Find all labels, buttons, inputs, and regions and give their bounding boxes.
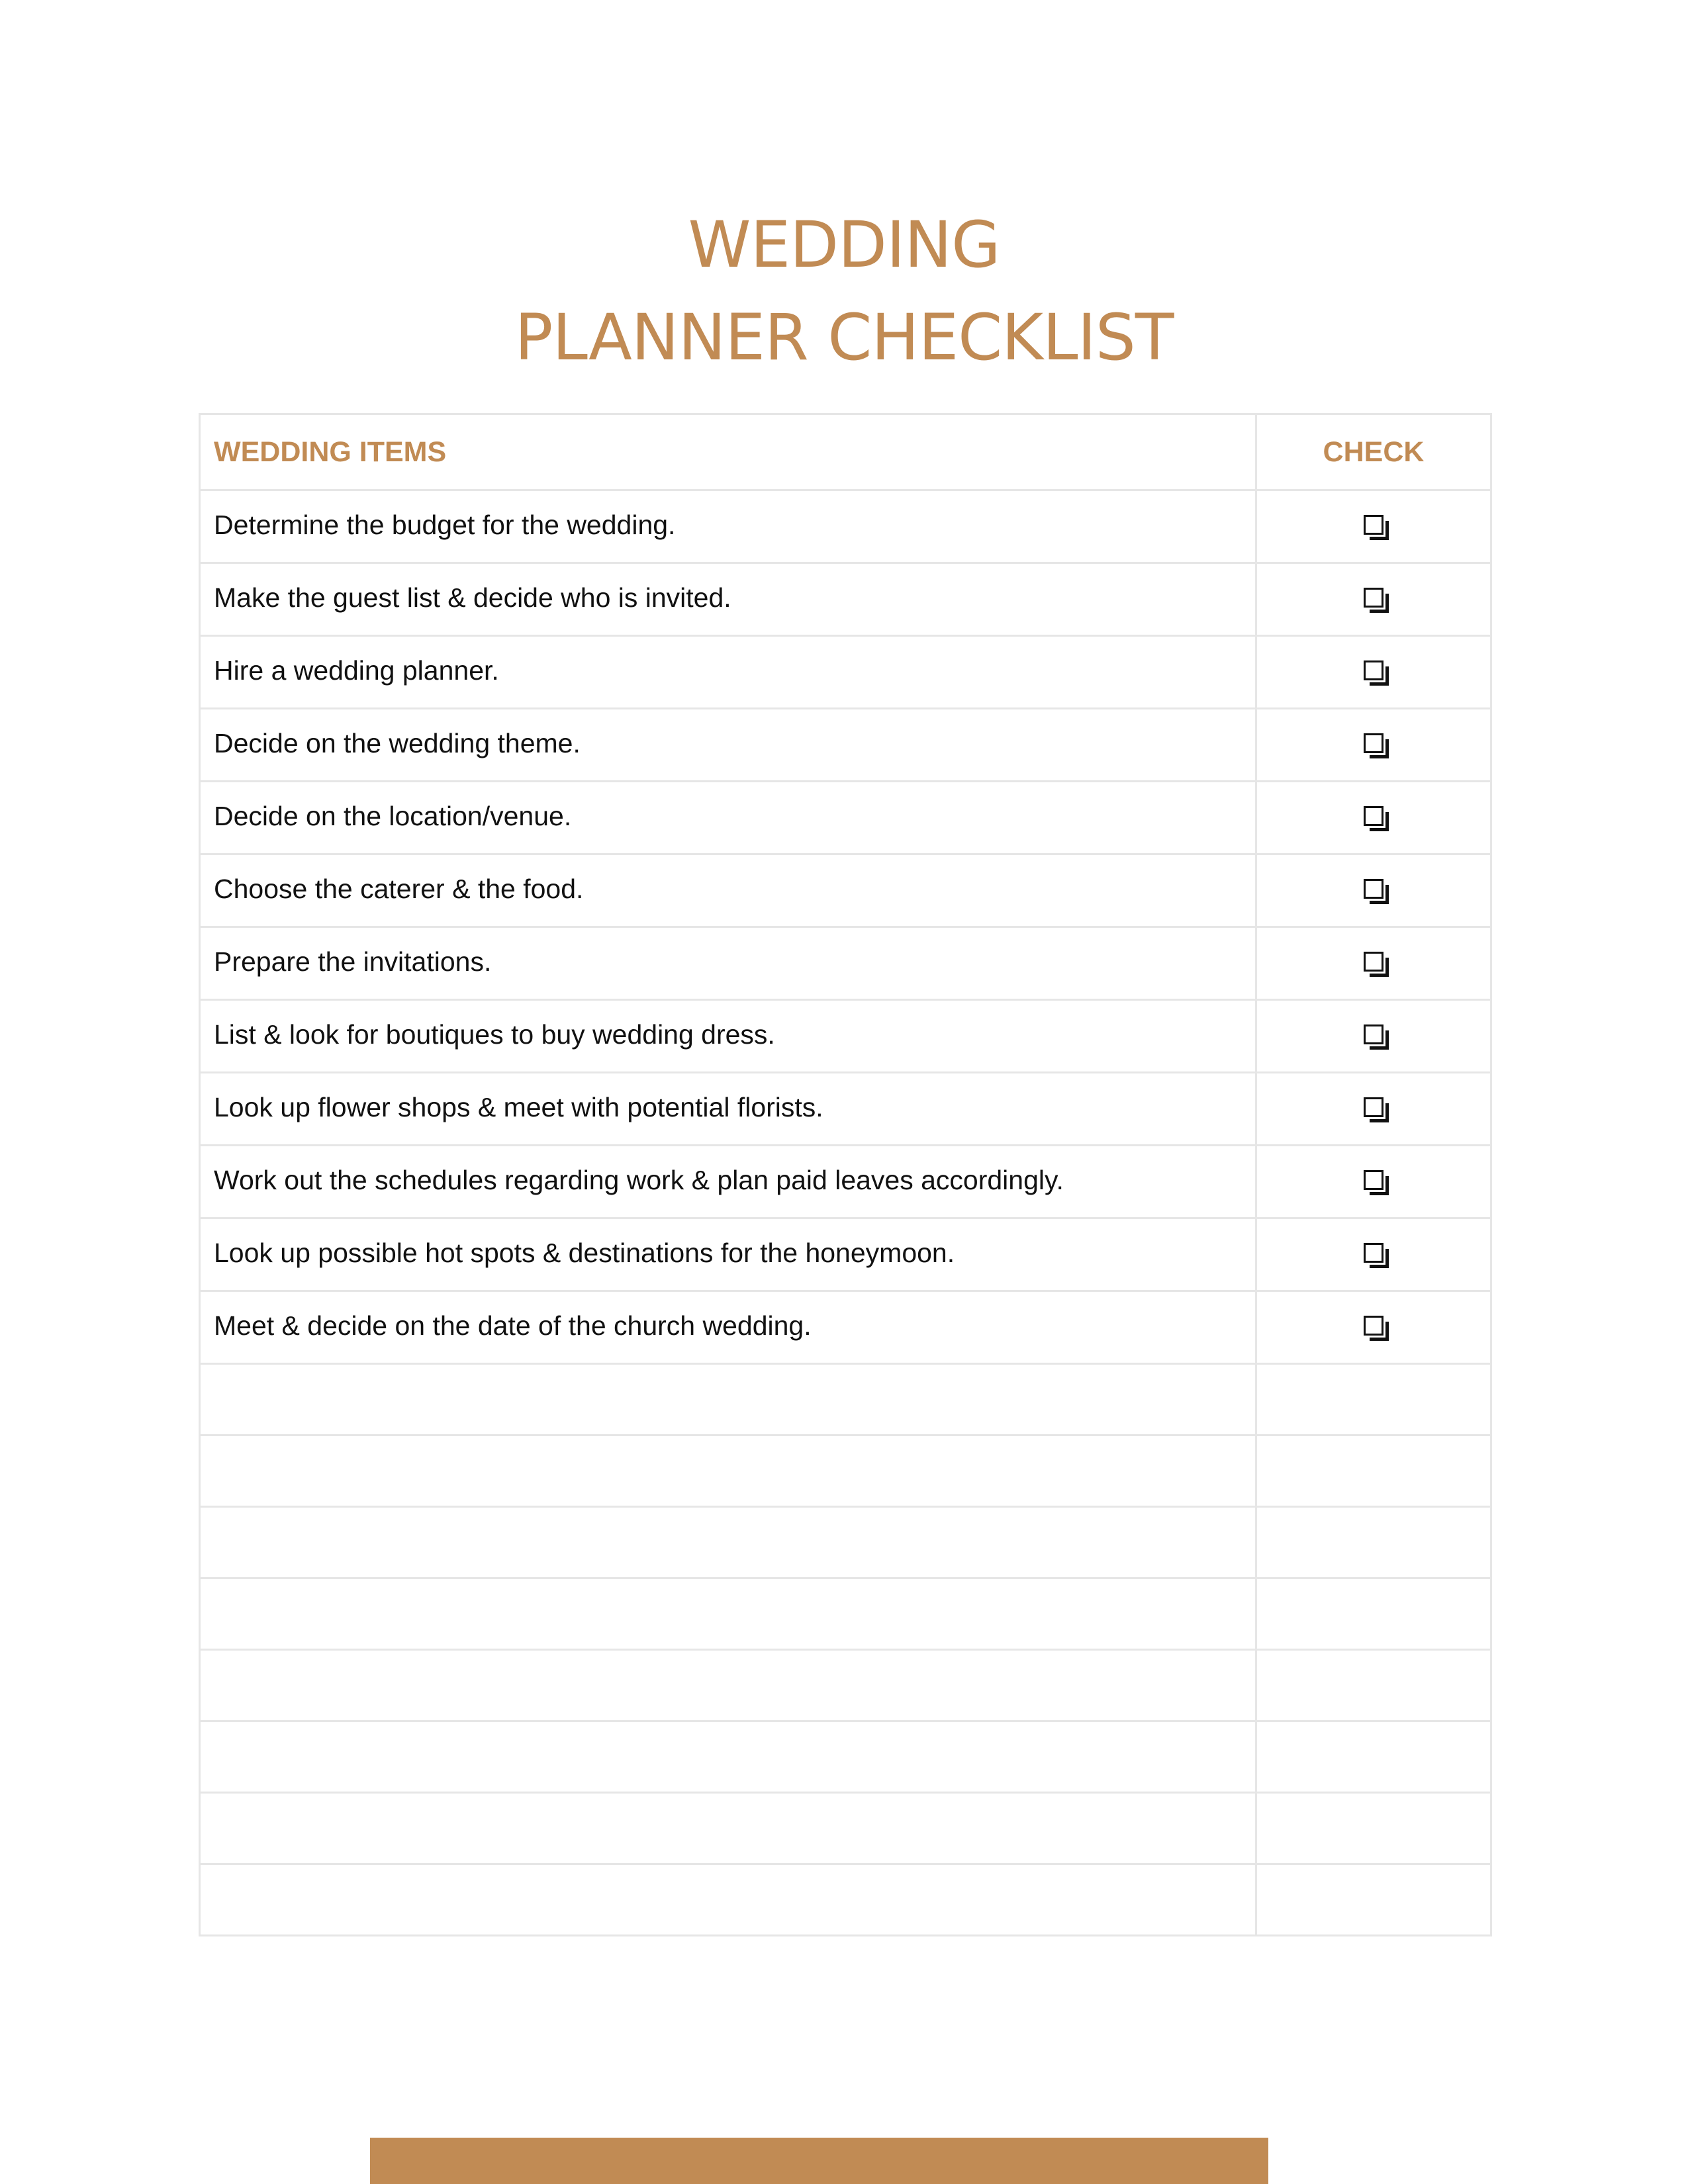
item-text: Choose the caterer & the food. bbox=[200, 854, 1256, 927]
checkbox-icon[interactable] bbox=[1364, 660, 1383, 680]
title-line-1: WEDDING bbox=[688, 208, 1000, 282]
blank-row bbox=[200, 1650, 1491, 1721]
table-row bbox=[200, 490, 1491, 563]
header-check: CHECK bbox=[1256, 414, 1491, 490]
checkbox-icon[interactable] bbox=[1364, 806, 1383, 826]
checkbox-icon[interactable] bbox=[1364, 1024, 1383, 1044]
checkbox-icon[interactable] bbox=[1364, 952, 1383, 972]
checkbox-icon[interactable] bbox=[1364, 1097, 1383, 1117]
check-cell bbox=[1256, 1000, 1491, 1073]
blank-item-cell[interactable] bbox=[200, 1364, 1256, 1435]
item-text: Meet & decide on the date of the church wedding. bbox=[200, 1291, 1256, 1364]
check-cell bbox=[1256, 1073, 1491, 1146]
table-row bbox=[200, 782, 1491, 854]
checkbox-icon[interactable] bbox=[1364, 1170, 1383, 1190]
checkbox-icon[interactable] bbox=[1364, 515, 1383, 535]
blank-item-cell[interactable] bbox=[200, 1864, 1256, 1936]
checkbox-icon[interactable] bbox=[1364, 588, 1383, 608]
table-row bbox=[200, 1291, 1491, 1364]
blank-item-cell[interactable] bbox=[200, 1578, 1256, 1650]
blank-item-cell[interactable] bbox=[200, 1650, 1256, 1721]
check-cell bbox=[1256, 563, 1491, 636]
check-cell bbox=[1256, 709, 1491, 782]
table-row bbox=[200, 709, 1491, 782]
checkbox-icon[interactable] bbox=[1364, 733, 1383, 753]
blank-row bbox=[200, 1721, 1491, 1793]
blank-row bbox=[200, 1793, 1491, 1864]
blank-row bbox=[200, 1364, 1491, 1435]
blank-row bbox=[200, 1507, 1491, 1578]
item-text: Prepare the invitations. bbox=[200, 927, 1256, 1000]
table-row bbox=[200, 854, 1491, 927]
blank-check-cell[interactable] bbox=[1256, 1578, 1491, 1650]
blank-item-cell[interactable] bbox=[200, 1507, 1256, 1578]
table-row bbox=[200, 636, 1491, 709]
item-text: List & look for boutiques to buy wedding dress. bbox=[200, 1000, 1256, 1073]
blank-check-cell[interactable] bbox=[1256, 1650, 1491, 1721]
page-title bbox=[0, 199, 1688, 384]
blank-item-cell[interactable] bbox=[200, 1793, 1256, 1864]
blank-check-cell[interactable] bbox=[1256, 1721, 1491, 1793]
checkbox-icon[interactable] bbox=[1364, 1243, 1383, 1263]
item-text: Determine the budget for the wedding. bbox=[200, 490, 1256, 563]
blank-item-cell[interactable] bbox=[200, 1721, 1256, 1793]
blank-check-cell[interactable] bbox=[1256, 1435, 1491, 1507]
checklist-table bbox=[199, 413, 1492, 1936]
table-row bbox=[200, 563, 1491, 636]
table-row bbox=[200, 1073, 1491, 1146]
checkbox-icon[interactable] bbox=[1364, 1316, 1383, 1336]
item-text: Hire a wedding planner. bbox=[200, 636, 1256, 709]
table-row bbox=[200, 1146, 1491, 1218]
blank-row bbox=[200, 1435, 1491, 1507]
check-cell bbox=[1256, 1291, 1491, 1364]
item-text: Decide on the wedding theme. bbox=[200, 709, 1256, 782]
blank-item-cell[interactable] bbox=[200, 1435, 1256, 1507]
table-row bbox=[200, 927, 1491, 1000]
table-row bbox=[200, 1218, 1491, 1291]
check-cell bbox=[1256, 490, 1491, 563]
item-text: Make the guest list & decide who is invited. bbox=[200, 563, 1256, 636]
blank-check-cell[interactable] bbox=[1256, 1507, 1491, 1578]
blank-check-cell[interactable] bbox=[1256, 1364, 1491, 1435]
blank-check-cell[interactable] bbox=[1256, 1793, 1491, 1864]
item-text: Decide on the location/venue. bbox=[200, 782, 1256, 854]
check-cell bbox=[1256, 1146, 1491, 1218]
item-text: Look up flower shops & meet with potential florists. bbox=[200, 1073, 1256, 1146]
item-text: Work out the schedules regarding work & plan paid leaves accordingly. bbox=[200, 1146, 1256, 1218]
check-cell bbox=[1256, 1218, 1491, 1291]
check-cell bbox=[1256, 854, 1491, 927]
check-cell bbox=[1256, 927, 1491, 1000]
title-line-2: PLANNER CHECKLIST bbox=[514, 300, 1174, 375]
footer-bar bbox=[370, 2138, 1268, 2184]
header-wedding-items: WEDDING ITEMS bbox=[200, 414, 1256, 490]
check-cell bbox=[1256, 782, 1491, 854]
checkbox-icon[interactable] bbox=[1364, 879, 1383, 899]
check-cell bbox=[1256, 636, 1491, 709]
blank-check-cell[interactable] bbox=[1256, 1864, 1491, 1936]
blank-row bbox=[200, 1578, 1491, 1650]
table-row bbox=[200, 1000, 1491, 1073]
blank-row bbox=[200, 1864, 1491, 1936]
header-row bbox=[200, 414, 1491, 490]
item-text: Look up possible hot spots & destinations for the honeymoon. bbox=[200, 1218, 1256, 1291]
